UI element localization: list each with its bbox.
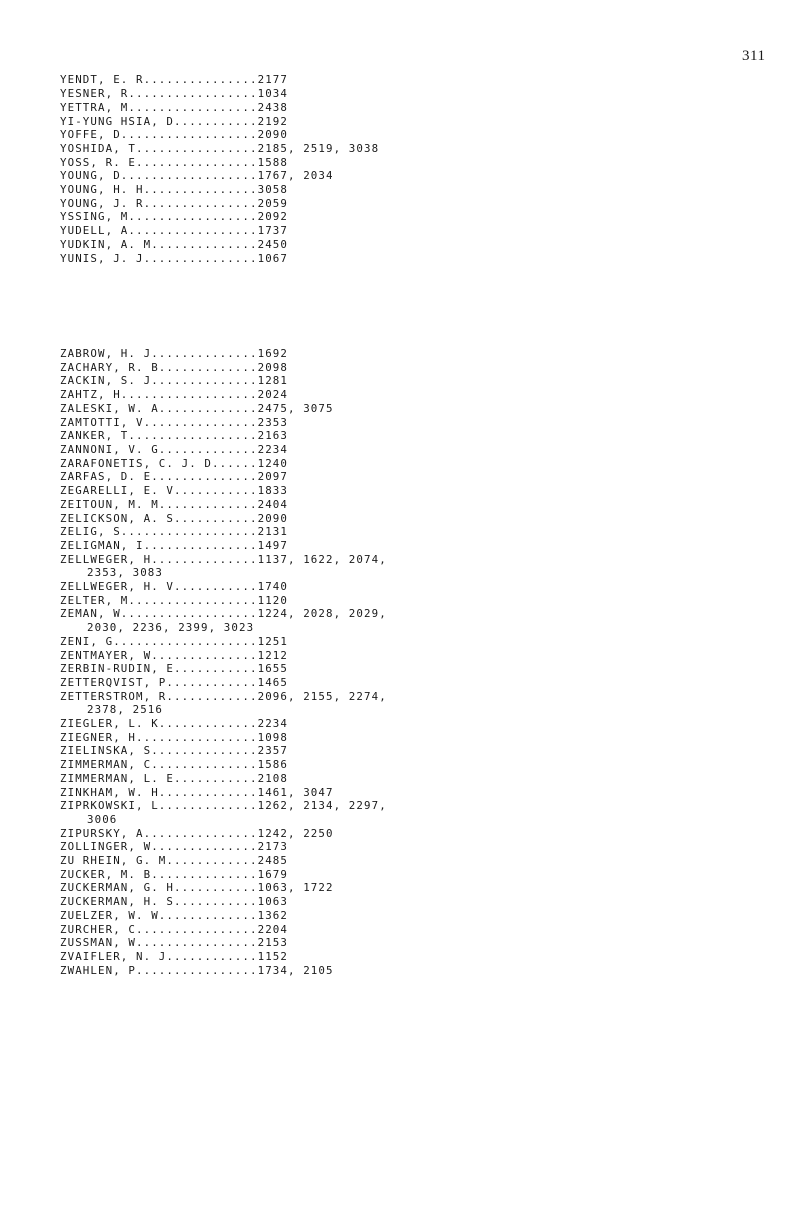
index-entry: ZALESKI, W. A.............2475, 3075 [60, 401, 334, 415]
index-entry: ZURCHER, C................2204 [60, 922, 289, 936]
index-entry: ZERBIN-RUDIN, E...........1655 [60, 662, 289, 676]
index-entry: ZETTERQVIST, P............1465 [60, 675, 289, 689]
index-entry: ZELTER, M.................1120 [60, 593, 289, 607]
index-entry: ZIEGLER, L. K.............2234 [60, 717, 289, 731]
index-entry: ZABROW, H. J..............1692 [60, 347, 289, 361]
index-entry: ZARFAS, D. E..............2097 [60, 470, 289, 484]
index-entry: YI-YUNG HSIA, D...........2192 [60, 114, 289, 128]
index-entry: ZACHARY, R. B.............2098 [60, 360, 289, 374]
index-entry: ZU RHEIN, G. M............2485 [60, 854, 289, 868]
index-entry: ZINKHAM, W. H.............1461, 3047 [60, 785, 334, 799]
index-entry: ZWAHLEN, P................1734, 2105 [60, 963, 334, 977]
index-entry: ZIPRKOWSKI, L.............1262, 2134, 2297, [60, 799, 387, 813]
index-entry: ZIEGNER, H................1098 [60, 730, 289, 744]
index-entry: ZENI, G...................1251 [60, 634, 289, 648]
index-entry: ZIELINSKA, S..............2357 [60, 744, 289, 758]
index-entry: ZOLLINGER, W..............2173 [60, 840, 289, 854]
index-entry: YOUNG, D..................1767, 2034 [60, 169, 334, 183]
index-entry: ZEGARELLI, E. V...........1833 [60, 484, 289, 498]
index-entry: ZELIG, S..................2131 [60, 525, 289, 539]
index-entry-continuation: 3006 [87, 812, 118, 826]
index-entry: ZUCKER, M. B..............1679 [60, 867, 289, 881]
index-entry: ZUCKERMAN, H. S...........1063 [60, 895, 289, 909]
index-entry: ZELIGMAN, I...............1497 [60, 538, 289, 552]
index-entry: ZELLWEGER, H..............1137, 1622, 2074, [60, 552, 387, 566]
index-entry: YENDT, E. R...............2177 [60, 73, 289, 87]
index-entry: ZANKER, T.................2163 [60, 429, 289, 443]
index-block-z [60, 347, 387, 977]
index-entry: ZUSSMAN, W................2153 [60, 936, 289, 950]
author-index [60, 46, 387, 991]
index-entry: ZEITOUN, M. M.............2404 [60, 497, 289, 511]
index-entry: YOSS, R. E................1588 [60, 155, 289, 169]
index-entry: ZIMMERMAN, C..............1586 [60, 758, 289, 772]
index-entry: ZELICKSON, A. S...........2090 [60, 511, 289, 525]
index-entry: YUNIS, J. J...............1067 [60, 251, 289, 265]
index-entry: ZUCKERMAN, G. H...........1063, 1722 [60, 881, 334, 895]
index-entry: ZIMMERMAN, L. E...........2108 [60, 771, 289, 785]
index-entry: ZELLWEGER, H. V...........1740 [60, 580, 289, 594]
index-entry: YESNER, R.................1034 [60, 87, 289, 101]
index-entry: YOUNG, H. H...............3058 [60, 183, 289, 197]
page-number: 311 [742, 48, 766, 64]
index-entry: ZACKIN, S. J..............1281 [60, 374, 289, 388]
index-entry: ZAHTZ, H..................2024 [60, 388, 289, 402]
index-entry: ZEMAN, W..................1224, 2028, 2029, [60, 607, 387, 621]
index-entry: ZUELZER, W. W.............1362 [60, 908, 289, 922]
index-entry: ZANNONI, V. G.............2234 [60, 442, 289, 456]
index-entry: ZARAFONETIS, C. J. D......1240 [60, 456, 289, 470]
index-entry: YOUNG, J. R...............2059 [60, 196, 289, 210]
index-entry: ZAMTOTTI, V...............2353 [60, 415, 289, 429]
index-entry: ZENTMAYER, W..............1212 [60, 648, 289, 662]
index-entry: ZETTERSTROM, R............2096, 2155, 2274, [60, 689, 387, 703]
index-block-y [60, 73, 387, 265]
index-entry: YOFFE, D..................2090 [60, 128, 289, 142]
index-entry: YSSING, M.................2092 [60, 210, 289, 224]
index-entry: YOSHIDA, T................2185, 2519, 3038 [60, 141, 380, 155]
index-entry: YUDKIN, A. M..............2450 [60, 237, 289, 251]
index-entry: YETTRA, M.................2438 [60, 100, 289, 114]
index-entry: YUDELL, A.................1737 [60, 224, 289, 238]
block-separator [60, 293, 387, 320]
index-entry: ZVAIFLER, N. J............1152 [60, 950, 289, 963]
index-entry-continuation: 2030, 2236, 2399, 3023 [87, 621, 255, 635]
index-entry-continuation: 2378, 2516 [87, 703, 164, 717]
index-entry-continuation: 2353, 3083 [87, 566, 164, 580]
index-entry: ZIPURSKY, A...............1242, 2250 [60, 826, 334, 840]
